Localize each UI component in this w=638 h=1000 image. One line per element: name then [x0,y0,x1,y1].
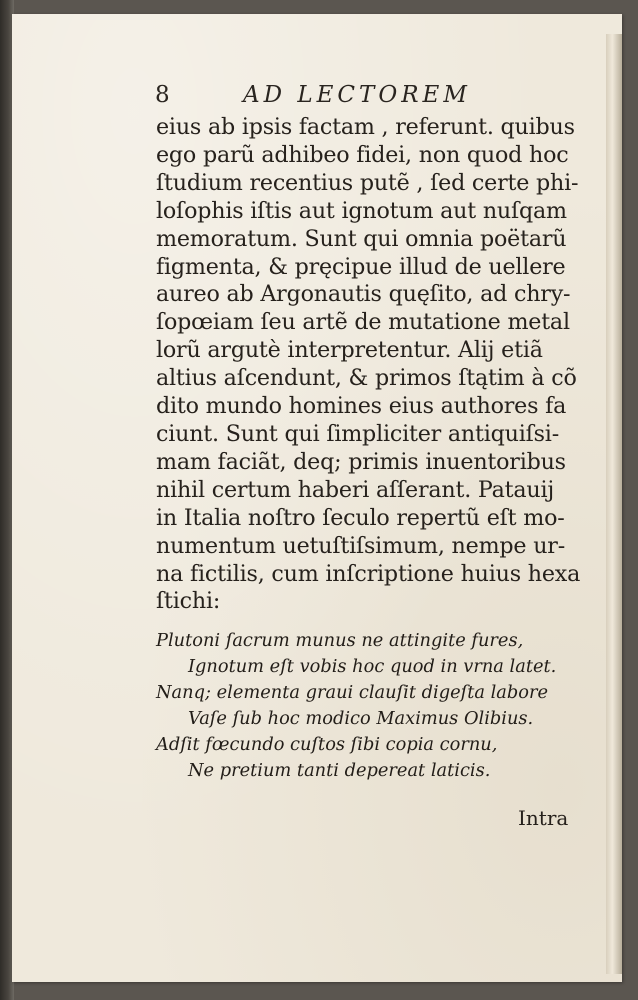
verse-line: Plutoni ſacrum munus ne attingite fures, [156,630,524,651]
text-line: aureo ab Argonautis quęſito, ad chry- [156,281,571,308]
page-header [155,82,485,112]
text-line: loſophis iſtis aut ignotum aut nuſqam [156,197,567,224]
page-number: 8 [155,82,173,108]
text-line: numentum uetuſtiſsimum, nempe ur- [156,532,565,559]
text-line: na fictilis, cum inſcriptione huius hexa [156,560,581,587]
text-line: ſopœiam ſeu artẽ de mutatione metal [156,309,570,336]
text-line: ſtudium recentius putẽ , ſed certe phi- [156,169,579,196]
text-line: ego parũ adhibeo fidei, non quod hoc [156,141,569,168]
verse-line: Nanq; elementa graui clauſit digeſta labore [156,682,548,703]
verse-line: Ne pretium tanti depereat laticis. [188,760,491,781]
text-line: in Italia noſtro ſeculo repertũ eſt mo- [156,504,565,531]
body-text [156,114,581,616]
page-edge-strip [606,34,622,974]
verse-line: Adſit fœcundo cuſtos ſibi copia cornu, [156,734,498,755]
text-line: eius ab ipsis factam , referunt. quibus [156,114,575,140]
text-line: figmenta, & pręcipue illud de uellere [156,253,566,280]
text-line: altius aſcendunt, & primos ſtątim à cõ [156,365,577,392]
text-line: lorũ argutè interpretentur. Alij etiã [156,337,543,364]
text-line: nihil certum haberi aſſerant. Patauij [156,476,555,503]
verse-line: Vaſe ſub hoc modico Maximus Olibius. [188,708,534,729]
catchword: Intra [518,806,569,830]
verse-line: Ignotum eſt vobis hoc quod in vrna latet. [188,656,557,677]
text-line: memoratum. Sunt qui omnia poëtarũ [156,225,567,252]
text-line: mam faciãt, deq; primis inuentoribus [156,448,566,475]
text-line: ſtichi: [156,588,221,615]
text-line: ciunt. Sunt qui ſimpliciter antiquiſsi- [156,420,559,447]
text-line: dito mundo homines eius authores fa [156,393,567,420]
hexastich-verse [156,628,576,784]
running-head: AD LECTOREM [243,82,471,108]
